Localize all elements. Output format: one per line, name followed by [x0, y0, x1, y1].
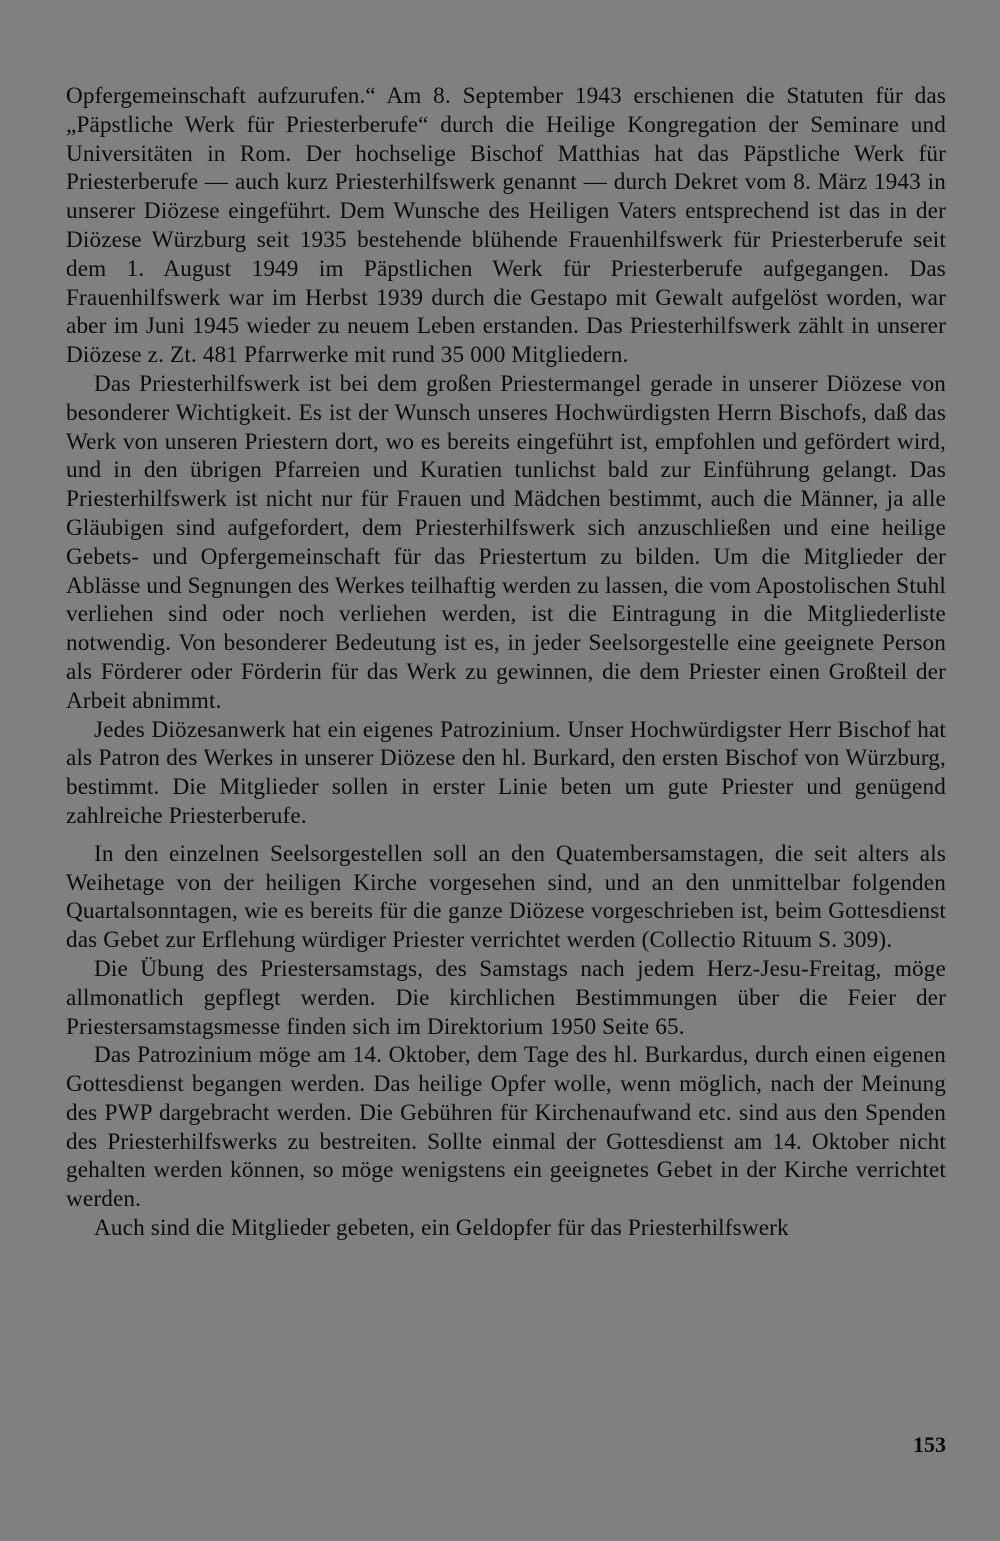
paragraph-3: Jedes Diözesanwerk hat ein eigenes Patrozinium. Unser Hochwürdigster Herr Bischof hat als Patron des Werkes in unserer Diözese den hl. Burkard, den ersten Bischof von Würzburg, bestimmt. Die Mitglieder sollen in erster Linie beten um gute Priester und genügend zahlreiche Priesterberufe.	[66, 716, 946, 829]
paragraph-4: In den einzelnen Seelsorgestellen soll an den Quatembersamstagen, die seit alters als Weihetage von der heiligen Kirche vorgesehen sind, und an den unmittelbar folgenden Quartalsonntagen, wie es bereits für die ganze Diözese vorgeschrieben ist, beim Gottesdienst das Gebet zur Erflehung würdiger Priester verrichtet werden (Collectio Rituum S. 309).	[66, 840, 946, 954]
paragraph-6: Das Patrozinium möge am 14. Oktober, dem Tage des hl. Burkardus, durch einen eigenen Gottesdienst begangen werden. Das heilige Opfer wolle, wenn möglich, nach der Meinung des PWP dargebracht werden. Die Gebühren für Kirchenaufwand etc. sind aus den Spenden des Priesterhilfswerks zu bestreiten. Sollte einmal der Gottesdienst am 14. Oktober nicht gehalten werden können, so möge wenigstens ein geeignetes Gebet in der Kirche verrichtet werden.	[66, 1042, 946, 1213]
page-body	[66, 82, 946, 1243]
paragraph-7: Auch sind die Mitglieder gebeten, ein Geldopfer für das Priesterhilfswerk	[94, 1215, 789, 1242]
paragraph-5: Die Übung des Priestersamstags, des Samstags nach jedem Herz-Jesu-Freitag, möge allmonatlich gepflegt werden. Die kirchlichen Bestimmungen über die Feier der Priestersamstagsmesse finden sich im Direktorium 1950 Seite 65.	[66, 955, 946, 1040]
page-number: 153	[913, 1432, 946, 1457]
paragraph-2: Das Priesterhilfswerk ist bei dem großen Priestermangel gerade in unserer Diözese von besonderer Wichtigkeit. Es ist der Wunsch unseres Hochwürdigsten Herrn Bischofs, daß das Werk von unseren Priestern dort, wo es bereits eingeführt ist, empfohlen und gefördert wird, und in den übrigen Pfarreien und Kuratien tunlichst bald zur Einführung gelangt. Das Priesterhilfswerk ist nicht nur für Frauen und Mädchen bestimmt, auch die Männer, ja alle Gläubigen sind aufgefordert, dem Priesterhilfswerk sich anzuschließen und eine heilige Gebets- und Opfergemeinschaft für das Priestertum zu bilden. Um die Mitglieder der Ablässe und Segnungen des Werkes teilhaftig werden zu lassen, die vom Apostolischen Stuhl verliehen sind oder noch verliehen werden, ist die Eintragung in die Mitgliederliste notwendig. Von besonderer Bedeutung ist es, in jeder Seelsorgestelle eine geeignete Person als Förderer oder Förderin für das Werk zu gewinnen, die dem Priester einen Großteil der Arbeit abnimmt.	[66, 370, 946, 714]
paragraph-1: Opfergemeinschaft aufzurufen.“ Am 8. September 1943 erschienen die Statuten für das „Päpstliche Werk für Priesterberufe“ durch die Heilige Kongregation der Seminare und Universitäten in Rom. Der hochselige Bischof Matthias hat das Päpstliche Werk für Priesterberufe — auch kurz Priesterhilfswerk genannt — durch Dekret vom 8. März 1943 in unserer Diözese eingeführt. Dem Wunsche des Heiligen Vaters entsprechend ist das in der Diözese Würzburg seit 1935 bestehende blühende Frauenhilfswerk für Priesterberufe seit dem 1. August 1949 im Päpstlichen Werk für Priesterberufe aufgegangen. Das Frauenhilfswerk war im Herbst 1939 durch die Gestapo mit Gewalt aufgelöst worden, war aber im Juni 1945 wieder zu neuem Leben erstanden. Das Priesterhilfswerk zählt in unserer Diözese z. Zt. 481 Pfarrwerke mit rund 35 000 Mitgliedern.	[66, 83, 946, 369]
